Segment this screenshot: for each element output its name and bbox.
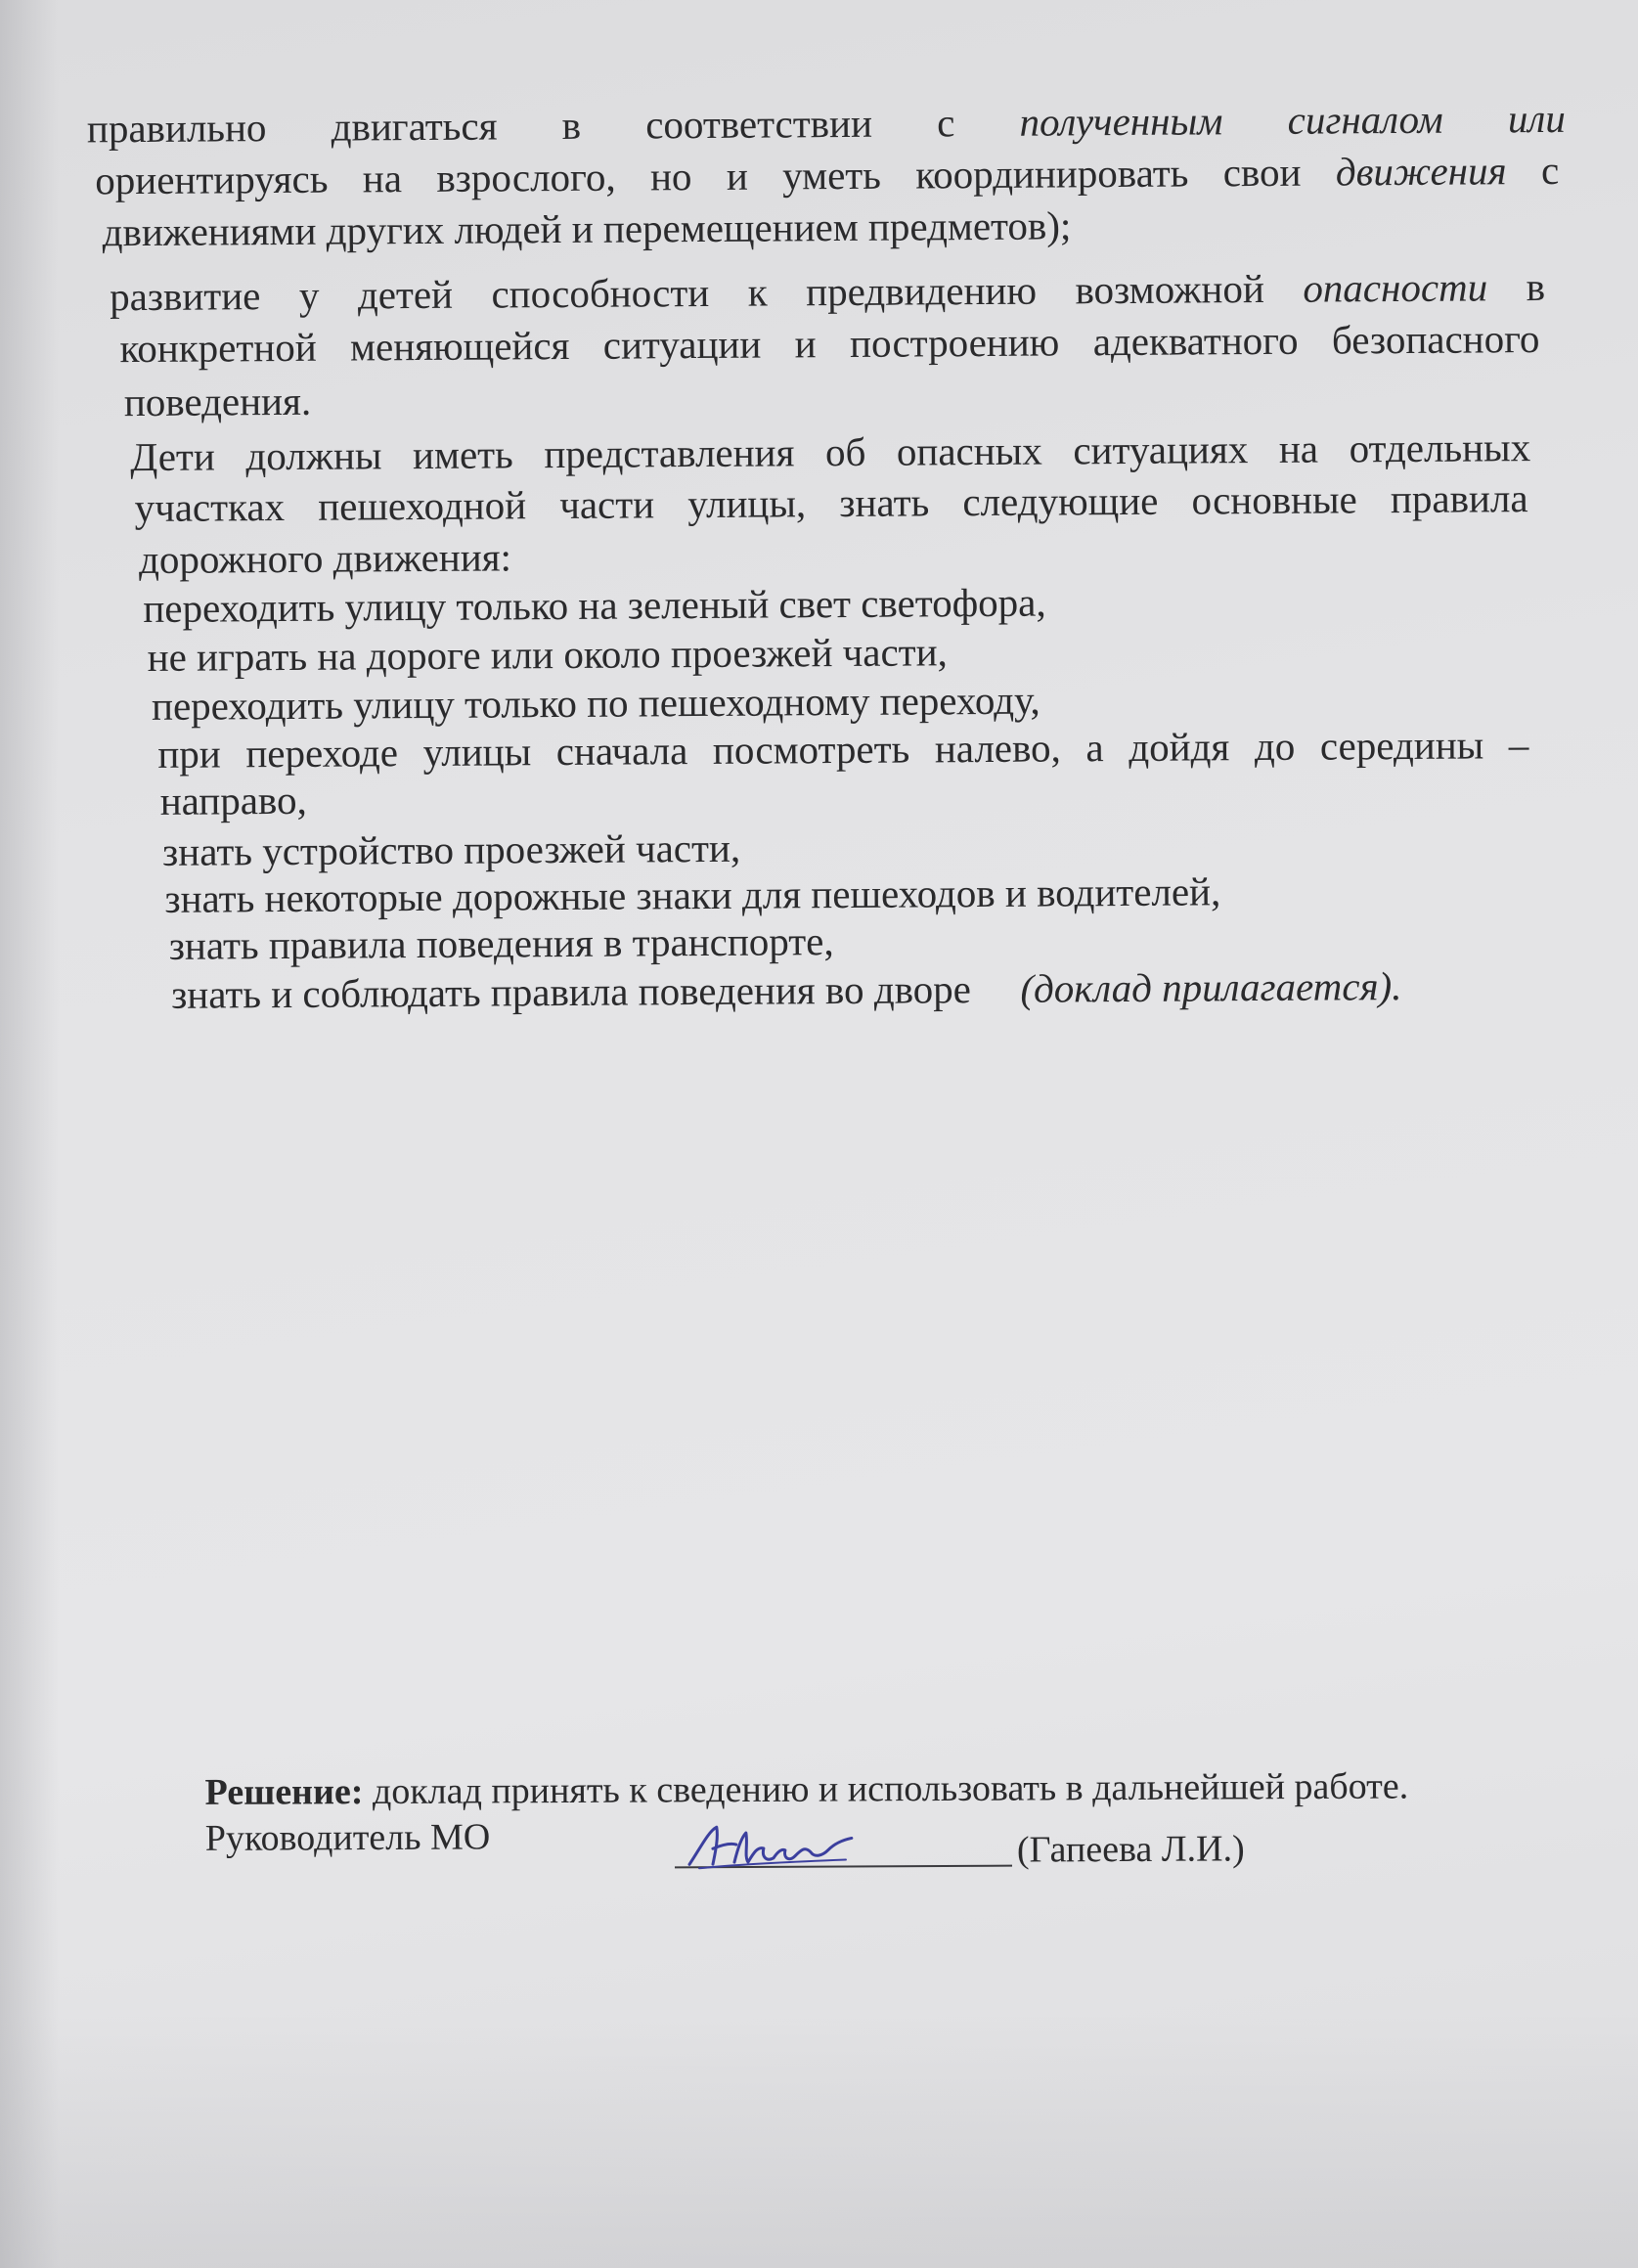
word: основные [1191, 476, 1357, 523]
word: построению [849, 319, 1060, 366]
word: возможной [1075, 265, 1265, 313]
word: конкретной [119, 324, 317, 372]
word: представления [544, 429, 795, 477]
paragraph1-line1 [86, 95, 1566, 152]
word: сигналом [1287, 96, 1443, 143]
word: участках [134, 483, 286, 531]
paragraph2-line2 [119, 316, 1540, 372]
word: в [561, 102, 582, 148]
word: опасных [896, 427, 1042, 474]
word: части [559, 481, 655, 528]
word: посмотреть [712, 726, 910, 773]
word: при [157, 731, 221, 777]
page-shadow-bottom [0, 2014, 1638, 2268]
rule4-line1 [157, 722, 1529, 777]
last-rule-text: знать и соблюдать правила поведения во дворе [170, 966, 972, 1017]
word: и [794, 321, 817, 367]
word: развитие [109, 273, 261, 320]
paragraph2-line1 [109, 263, 1546, 320]
paragraph3-line3: дорожного движения: [138, 534, 512, 583]
word: меняющейся [349, 322, 570, 370]
word: следующие [962, 477, 1159, 525]
word: соответствии [645, 100, 873, 148]
decision-label: Решение: [204, 1771, 364, 1813]
decision-line [204, 1765, 1409, 1813]
word: безопасного [1331, 316, 1540, 363]
word: свои [1222, 149, 1302, 196]
word: способности [491, 269, 710, 317]
word: ситуациях [1073, 426, 1249, 473]
page-shadow-left [0, 0, 59, 2268]
word: ситуации [602, 321, 762, 368]
word: Дети [130, 433, 215, 480]
rule-item: знать устройство проезжей части, [161, 824, 741, 874]
word: знать [839, 479, 930, 526]
signature-name: (Гапеева Л.И.) [1016, 1828, 1245, 1871]
word: и [726, 153, 748, 199]
rule4-line2: направо, [159, 777, 307, 823]
word: улицы [422, 729, 532, 775]
word: на [1278, 425, 1319, 471]
word: но [649, 154, 692, 200]
word: правила [1390, 475, 1528, 522]
word: об [824, 428, 866, 475]
word: до [1254, 723, 1296, 770]
word: иметь [412, 431, 513, 478]
paragraph1-line2 [95, 147, 1560, 203]
word: в [1526, 263, 1546, 310]
word: сначала [555, 728, 688, 775]
word: предвидению [806, 267, 1038, 315]
paragraph1-line3: движениями других людей и перемещением предметов); [102, 202, 1072, 255]
word: опасности [1303, 264, 1488, 311]
paragraph3-line2 [134, 475, 1528, 531]
word: пешеходной [318, 482, 527, 529]
word: детей [357, 271, 454, 318]
last-rule [170, 963, 1402, 1017]
word: с [936, 100, 955, 146]
word: ориентируясь [95, 156, 329, 203]
handwritten-signature [680, 1816, 865, 1876]
paragraph3-line1 [130, 424, 1531, 480]
rule-item: переходить улицу только на зеленый свет светофора, [143, 579, 1046, 631]
word: или [1507, 95, 1566, 142]
paragraph2-line3: поведения. [123, 378, 312, 425]
word: а [1085, 725, 1104, 771]
word: полученным [1019, 98, 1223, 145]
signature-role: Руководитель МО [204, 1816, 491, 1859]
word: налево, [934, 725, 1062, 772]
word: на [362, 156, 403, 201]
decision-text: доклад принять к сведению и использовать в дальнейшей работе. [372, 1765, 1409, 1813]
word: правильно [86, 105, 267, 152]
word: улицы, [687, 480, 807, 527]
word: у [298, 272, 320, 318]
word: к [747, 269, 768, 315]
word: – [1508, 722, 1529, 768]
rule-item: знать некоторые дорожные знаки для пешеходов и водителей, [164, 868, 1221, 921]
word: двигаться [331, 103, 498, 150]
word: уметь [782, 152, 882, 199]
word: отдельных [1349, 424, 1531, 471]
rule-item: переходить улицу только по пешеходному переходу, [151, 677, 1040, 729]
word: взрослого, [436, 154, 616, 200]
rule-item: знать правила поведения в транспорте, [168, 918, 834, 968]
word: с [1540, 147, 1560, 194]
word: середины [1319, 722, 1484, 769]
word: дойдя [1129, 724, 1230, 770]
word: координировать [915, 150, 1189, 198]
word: переходе [245, 730, 399, 777]
word: движения [1335, 148, 1507, 195]
word: должны [245, 432, 382, 479]
rule-item: не играть на дороге или около проезжей части, [147, 629, 948, 680]
word: адекватного [1092, 317, 1299, 365]
last-rule-note: (доклад прилагается). [1020, 963, 1402, 1011]
